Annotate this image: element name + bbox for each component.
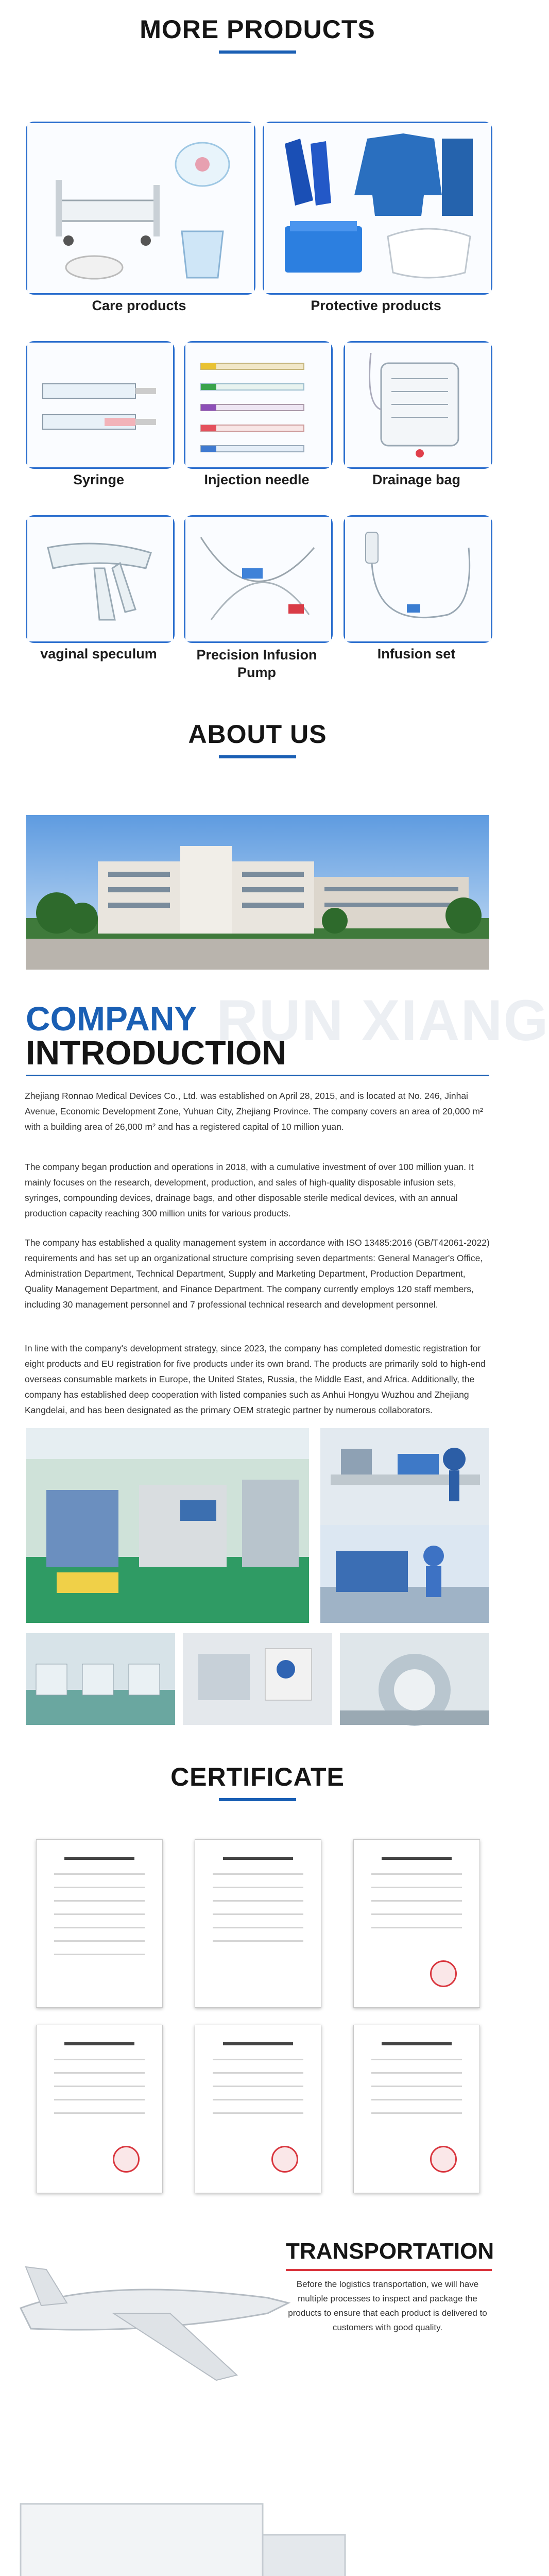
about-us-title: ABOUT US [188,720,327,749]
product-card-speculum[interactable] [26,515,175,643]
more-products-title: MORE PRODUCTS [140,15,375,44]
certificate-1[interactable] [36,1839,163,2008]
injection-needle-image [185,343,331,467]
infusion-set-image [345,517,491,641]
title-underline [219,1798,296,1801]
certificate-title: CERTIFICATE [170,1762,345,1791]
intro-paragraph-4: In line with the company's development strategy, since 2023, the company has completed domestic registration for eight products and EU registration for five products under its own brand. The products are primarily sold to high-end overseas consumable markets in Europe, the United States, Russia, the Middle East, and Africa. Additionally, the company has established deep cooperation with listed companies such as Anhui Hongyu Wuzhou and Zhejiang Kangdelai, and has been designated as the primary OEM strategic partner by numerous collaborators. [25,1343,486,1415]
certificate-5[interactable] [195,2025,321,2193]
product-card-drainage[interactable] [344,341,492,469]
product-label-syringe: Syringe [73,472,125,487]
workshop-photo-large [26,1428,309,1623]
title-underline [219,755,296,758]
intro-paragraph-1: Zhejiang Ronnao Medical Devices Co., Ltd. was established on April 28, 2015, and is located at No. 246, Jinhai Avenue, Economic Development Zone, Yuhuan City, Zhejiang Province. The company covers an area of 20,000 m² with a building area of 26,000 m² and has a registered capital of 10 million yuan. [25,1091,483,1132]
lab-photo-2 [320,1525,489,1623]
product-label-care: Care products [92,298,186,313]
transportation-text: Before the logistics transportation, we will have multiple processes to inspect and package the products to ensure that each product is delivered to customers with good quality. [288,2279,487,2332]
product-card-syringe[interactable] [26,341,175,469]
syringe-image [27,343,173,467]
title-underline [219,50,296,54]
transportation-title: TRANSPORTATION [286,2239,494,2264]
product-card-care[interactable] [26,122,255,295]
transportation-underline [286,2269,492,2271]
heading-divider [26,1075,489,1076]
infusion-pump-image [185,517,331,641]
protective-products-image [264,123,491,293]
product-card-needle[interactable] [184,341,333,469]
certificate-6[interactable] [353,2025,480,2193]
product-label-drainage: Drainage bag [372,472,461,487]
production-line-photo-2 [183,1633,332,1725]
product-label-needle: Injection needle [204,472,310,487]
certificate-4[interactable] [36,2025,163,2193]
vaginal-speculum-image [27,517,173,641]
drainage-bag-image [345,343,491,467]
product-card-protective[interactable] [263,122,492,295]
certificate-3[interactable] [353,1839,480,2008]
intro-paragraph-2: The company began production and operations in 2018, with a cumulative investment of over 100 million yuan. It mainly focuses on the research, development, production, and sales of high-quality disposable infusion sets, syringes, compounding devices, drainage bags, and other disposable sterile medical devices, with an annual production capacity reaching 300 million units for various products. [25,1162,474,1218]
company-heading-line2: INTRODUCTION [26,1033,286,1072]
certificate-2[interactable] [195,1839,321,2008]
company-heading-line1: COMPANY [26,999,197,1038]
production-line-photo-3 [340,1633,489,1725]
product-card-pump[interactable] [184,515,333,643]
product-label-infusion-set: Infusion set [377,646,456,662]
factory-building-photo [26,815,489,970]
product-card-infusion-set[interactable] [344,515,492,643]
product-label-pump: Precision Infusion Pump [196,647,317,680]
product-label-protective: Protective products [311,298,441,313]
production-line-photo-1 [26,1633,175,1725]
intro-paragraph-3: The company has established a quality management system in accordance with ISO 13485:2016 (GB/T42061-2022) requirements and has set up an organizational structure comprising seven departments: General Manager's Office, Administration Department, Technical Department, Supply and Marketing Department, Production Department, Quality Management Department, and Finance Department. The company currently employs 120 staff members, including 30 management personnel and 7 professional technical research and development personnel. [25,1238,490,1310]
lab-photo-1 [320,1428,489,1525]
care-products-image [27,123,254,293]
product-label-speculum: vaginal speculum [40,646,157,662]
company-watermark: RUN XIANG [216,988,549,1053]
